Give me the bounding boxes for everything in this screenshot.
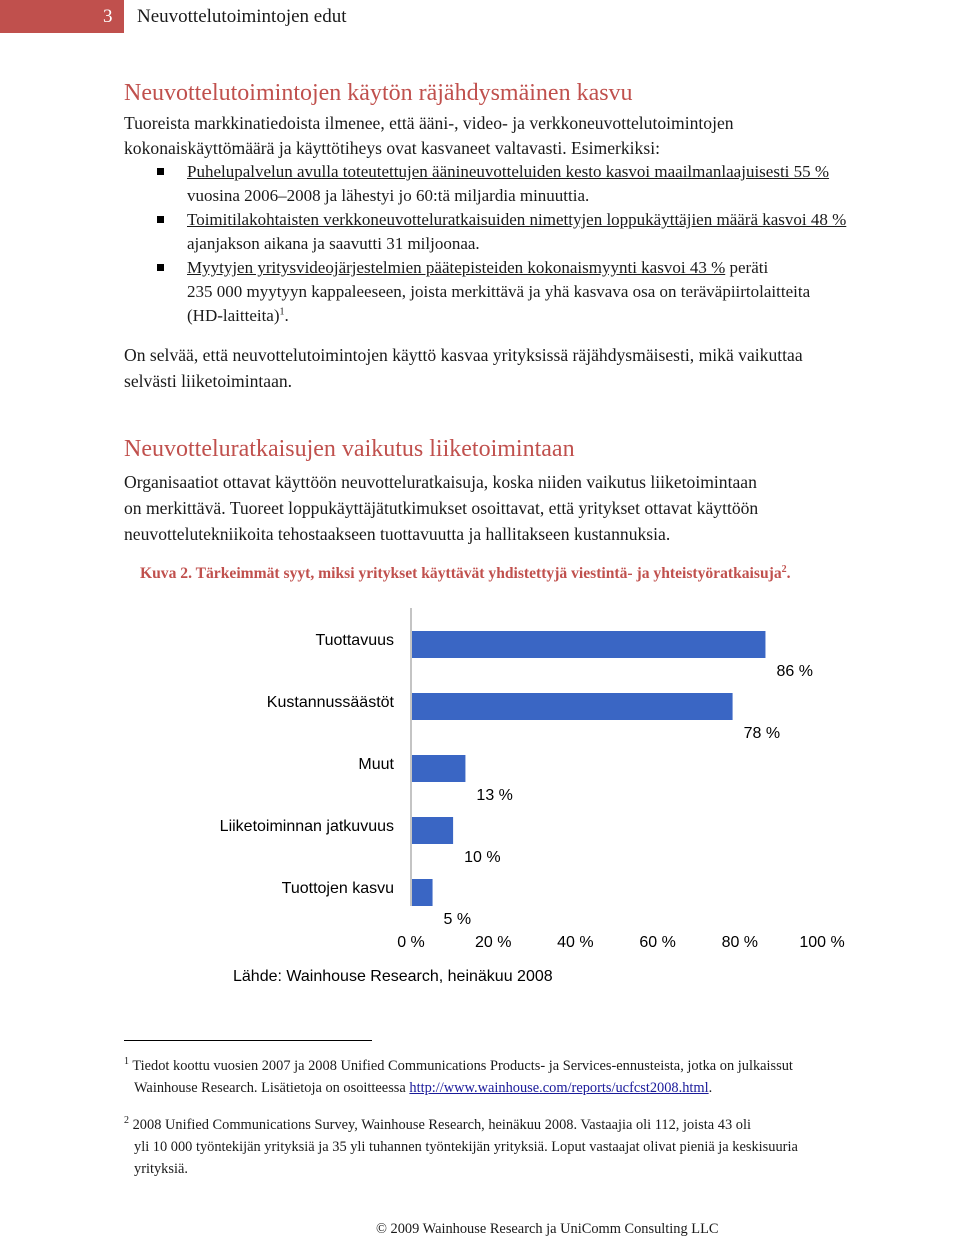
intro-line: kokonaiskäyttömäärä ja käyttötiheys ovat kasvaneet valtavasti. Esimerkiksi: [124, 138, 660, 158]
impact-line: on merkittävä. Tuoreet loppukäyttäjätutkimukset osoittavat, että yritykset ottavat käyttöön [124, 498, 759, 518]
category-label: Muut [358, 756, 394, 773]
bar-0 [412, 631, 765, 658]
bullet-line: 235 000 myytyyn kappaleeseen, joista merkittävä ja yhä kasvava osa on teräväpiirtolaitteita [187, 282, 811, 301]
bullet-line [187, 304, 960, 328]
x-tick-label: 40 % [557, 934, 594, 951]
value-label: 86 % [776, 663, 813, 680]
conclusion-paragraph [124, 342, 954, 394]
footnote-ref-1[interactable]: 1 [279, 306, 285, 318]
list-item [124, 160, 960, 208]
conclusion-line: selvästi liiketoimintaan. [124, 371, 293, 391]
reasons-bar-chart [0, 600, 960, 1000]
value-label: 5 % [443, 911, 472, 928]
x-tick-label: 100 % [799, 934, 845, 951]
bullet-underlined-text: Myytyjen yritysvideojärjestelmien päätepisteiden kokonaismyynti kasvoi 43 % [187, 258, 726, 277]
bullet-line: Toimitilakohtaisten verkkoneuvotteluratkaisuiden nimettyjen loppukäyttäjien määrä kasvoi 48 % [187, 210, 847, 229]
bar-2 [412, 755, 465, 782]
value-label: 10 % [464, 849, 501, 866]
category-label: Tuottojen kasvu [281, 880, 394, 897]
figure-caption [140, 565, 791, 583]
footnote-line: yli 10 000 työntekijän yrityksiä ja 35 yli tuhannen työntekijän yrityksiä. Loput vastaajat olivat pieniä ja keskisuuria [134, 1139, 798, 1155]
footnote-text: . [708, 1080, 713, 1096]
intro-paragraph [124, 111, 954, 161]
footnote-2 [124, 1114, 954, 1180]
x-tick-label: 20 % [474, 934, 512, 951]
footnote-ref-2[interactable]: 2 [781, 563, 787, 575]
chart-source: Lähde: Wainhouse Research, heinäkuu 2008 [233, 968, 553, 985]
section-heading-impact: Neuvotteluratkaisujen vaikutus liiketoimintaan [124, 436, 575, 462]
bar-3 [412, 817, 453, 844]
footnote-1 [124, 1055, 954, 1099]
category-label: Tuottavuus [315, 632, 394, 649]
bullet-line: ajanjakson aikana ja saavutti 31 miljoonaa. [187, 234, 480, 253]
footnote-line [124, 1114, 954, 1136]
bullet-line: vuosina 2006–2008 ja lähestyi jo 60:tä miljardia minuuttia. [187, 186, 590, 205]
footnote-text: Wainhouse Research. Lisätietoja on osoitteessa [134, 1080, 410, 1096]
footnote-line: yrityksiä. [134, 1161, 188, 1177]
x-tick-label: 0 % [397, 934, 425, 951]
intro-line: Tuoreista markkinatiedoista ilmenee, että ääni-, video- ja verkkoneuvottelutoimintojen [124, 113, 734, 133]
footnote-text: 2008 Unified Communications Survey, Wainhouse Research, heinäkuu 2008. Vastaajia oli 112, joista 43 oli [132, 1117, 751, 1133]
caption-text: Kuva 2. Tärkeimmät syyt, miksi yritykset käyttävät yhdistettyjä viestintä- ja yhteistyöratkaisuja [140, 565, 782, 582]
bullet-text: . [284, 306, 289, 325]
bullet-square-icon [157, 168, 164, 175]
category-label: Kustannussäästöt [266, 694, 394, 711]
category-label: Liiketoiminnan jatkuvuus [219, 818, 394, 835]
bar-4 [412, 879, 433, 906]
footnote-number: 2 [124, 1115, 129, 1127]
value-label: 78 % [743, 725, 781, 742]
conclusion-line: On selvää, että neuvottelutoimintojen käyttö kasvaa yrityksissä räjähdysmäisesti, mikä vaikuttaa [124, 345, 803, 365]
running-header-title: Neuvottelutoimintojen edut [137, 6, 347, 27]
statistics-list [124, 160, 960, 328]
impact-line: Organisaatiot ottavat käyttöön neuvotteluratkaisuja, koska niiden vaikutus liiketoimintaan [124, 472, 757, 492]
bullet-text: peräti [725, 258, 769, 277]
caption-end: . [786, 565, 791, 582]
x-tick-label: 80 % [721, 934, 759, 951]
wainhouse-report-link[interactable]: http://www.wainhouse.com/reports/ucfcst2008.html [409, 1080, 709, 1096]
section-heading-growth: Neuvottelutoimintojen käytön räjähdysmäinen kasvu [124, 80, 633, 106]
bar-1 [412, 693, 733, 720]
bullet-line: Puhelupalvelun avulla toteutettujen äänineuvotteluiden kesto kasvoi maailmanlaajuisesti 55 % [187, 162, 830, 181]
copyright-footer: © 2009 Wainhouse Research ja UniComm Consulting LLC [376, 1221, 719, 1237]
impact-paragraph [124, 469, 954, 547]
footnote-line [124, 1077, 954, 1099]
footnote-text: Tiedot koottu vuosien 2007 ja 2008 Unified Communications Products- ja Services-ennusteista, jotka on julkaissut [132, 1058, 793, 1074]
footnote-number: 1 [124, 1056, 129, 1068]
footnote-separator [124, 1040, 372, 1041]
page-number: 3 [0, 0, 124, 33]
list-item [124, 208, 960, 256]
impact-line: neuvottelutekniikoita tehostaakseen tuottavuutta ja hallitakseen kustannuksia. [124, 524, 671, 544]
bullet-text: (HD-laitteita) [187, 306, 280, 325]
value-label: 13 % [476, 787, 513, 804]
footnote-line [124, 1055, 954, 1077]
x-tick-label: 60 % [639, 934, 676, 951]
bullet-line [187, 256, 960, 280]
bullet-square-icon [157, 216, 164, 223]
list-item [124, 256, 960, 328]
bullet-square-icon [157, 264, 164, 271]
